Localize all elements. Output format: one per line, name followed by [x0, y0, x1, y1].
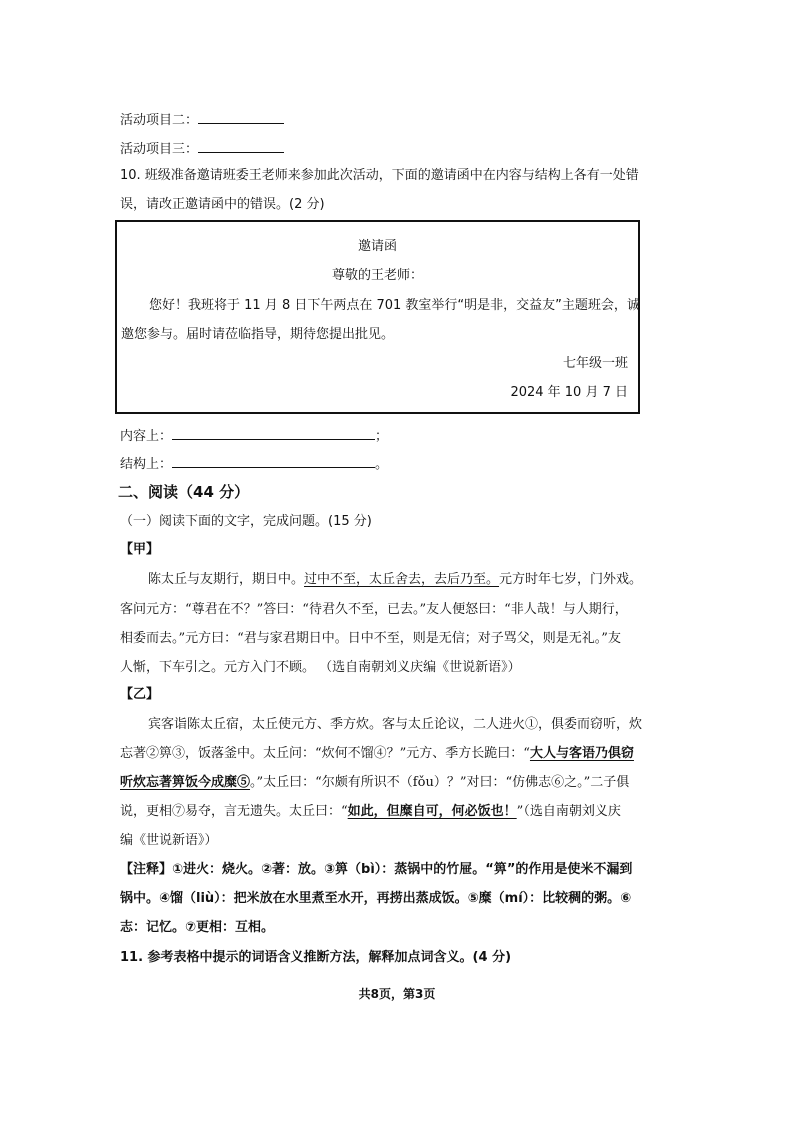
letter-salutation: 尊敬的王老师： [331, 268, 423, 283]
activity-item-3-label: 活动项目三： [120, 142, 199, 157]
answer-structure [120, 455, 388, 471]
activity-item-3 [120, 140, 284, 156]
page-footer: 共8页，第3页 [358, 987, 436, 1001]
section-2-heading: 二、阅读（44 分） [118, 483, 250, 501]
letter-date: 2024 年 10 月 7 日 [510, 385, 628, 400]
activity-item-3-blank[interactable] [198, 140, 284, 153]
answer-structure-label: 结构上： [120, 457, 173, 472]
passage-jia-line-1a: 陈太丘与友期行，期日中。 [148, 572, 305, 587]
passage-yi-line-2 [120, 747, 634, 760]
invitation-letter-box [115, 220, 640, 414]
passage-yi-underlined-1: 大人与客语乃俱窃 [529, 746, 634, 761]
answer-structure-blank[interactable] [172, 455, 375, 468]
passage-yi-line-4b: ”（选自南朝刘义庆 [516, 804, 621, 819]
passage-yi-label: 【乙】 [120, 687, 160, 702]
activity-item-2-blank[interactable] [198, 111, 284, 124]
passage-yi-line-1: 宾客诣陈太丘宿，太丘使元方、季方炊。客与太丘论议，二人进火①，俱委而窃听，炊 [148, 717, 643, 732]
passage-jia-line-1b: 元方时年七岁，门外戏。 [499, 572, 643, 587]
answer-content-end: ； [375, 429, 389, 444]
passage-jia-line-2: 客问元方：“尊君在不？”答曰：“待君久不至，已去。”友人便怒曰：“非人哉！与人期行， [120, 602, 628, 617]
passage-yi-line-3b: 。”太丘曰：“尔颇有所识不（fǒu）？”对曰：“仿佛志⑥之。”二子俱 [250, 775, 630, 790]
section-2-part-1: （一）阅读下面的文字，完成问题。(15 分) [120, 514, 372, 529]
passage-yi-line-5: 编《世说新语》） [120, 833, 218, 848]
passage-jia-label: 【甲】 [120, 542, 160, 557]
notes-line-2: 锅中。④馏（liù）：把米放在水里煮至水开，再捞出蒸成饭。⑤糜（mí）：比较稠的粥。⑥ [120, 891, 632, 906]
passage-yi-underlined-2: 听炊忘著箅饭今成糜⑤ [120, 775, 251, 790]
question-11: 11. 参考表格中提示的词语含义推断方法，解释加点词含义。(4 分) [120, 950, 512, 965]
answer-structure-end: 。 [375, 457, 389, 472]
question-10-line-1: 10. 班级准备邀请班委王老师来参加此次活动，下面的邀请函中在内容与结构上各有一处错 [120, 168, 639, 183]
passage-jia-line-4: 人惭，下车引之。元方入门不顾。 （选自南朝刘义庆编《世说新语》） [120, 660, 521, 675]
letter-signature: 七年级一班 [562, 356, 628, 371]
passage-jia-line-3: 相委而去。”元方曰：“君与家君期日中。日中不至，则是无信；对子骂父，则是无礼。”友 [120, 631, 621, 646]
passage-yi-line-4a: 说，更相⑦易夺，言无遗失。太丘曰：“ [120, 804, 348, 819]
passage-jia-line-1 [148, 573, 642, 586]
letter-body-line-2: 邀您参与。届时请莅临指导，期待您提出批见。 [121, 327, 395, 342]
answer-content [120, 427, 388, 443]
activity-item-2-label: 活动项目二： [120, 113, 199, 128]
answer-content-label: 内容上： [120, 429, 173, 444]
passage-yi-line-4 [120, 805, 621, 818]
letter-body-line-1: 您好！我班将于 11 月 8 日下午两点在 701 教室举行“明是非，交益友”主题班会，诚 [149, 298, 640, 313]
notes-line-3: 志：记忆。⑦更相：互相。 [120, 920, 275, 935]
notes-line-1: 【注释】①进火：烧火。②著：放。③箅（bì）：蒸锅中的竹屉。“箅”的作用是使米不漏到 [120, 862, 633, 877]
letter-title: 邀请函 [357, 239, 397, 254]
passage-jia-underlined: 过中不至，太丘舍去，去后乃至。 [304, 572, 500, 587]
activity-item-2 [120, 111, 284, 127]
answer-content-blank[interactable] [172, 427, 375, 440]
passage-yi-line-2a: 忘著②箅③，饭落釜中。太丘问：“炊何不馏④？”元方、季方长跪曰：“ [120, 746, 530, 761]
passage-yi-underlined-3: 如此，但糜自可，何必饭也！ [347, 804, 517, 819]
question-10-line-2: 误，请改正邀请函中的错误。(2 分) [120, 197, 325, 212]
passage-yi-line-3 [120, 776, 629, 789]
